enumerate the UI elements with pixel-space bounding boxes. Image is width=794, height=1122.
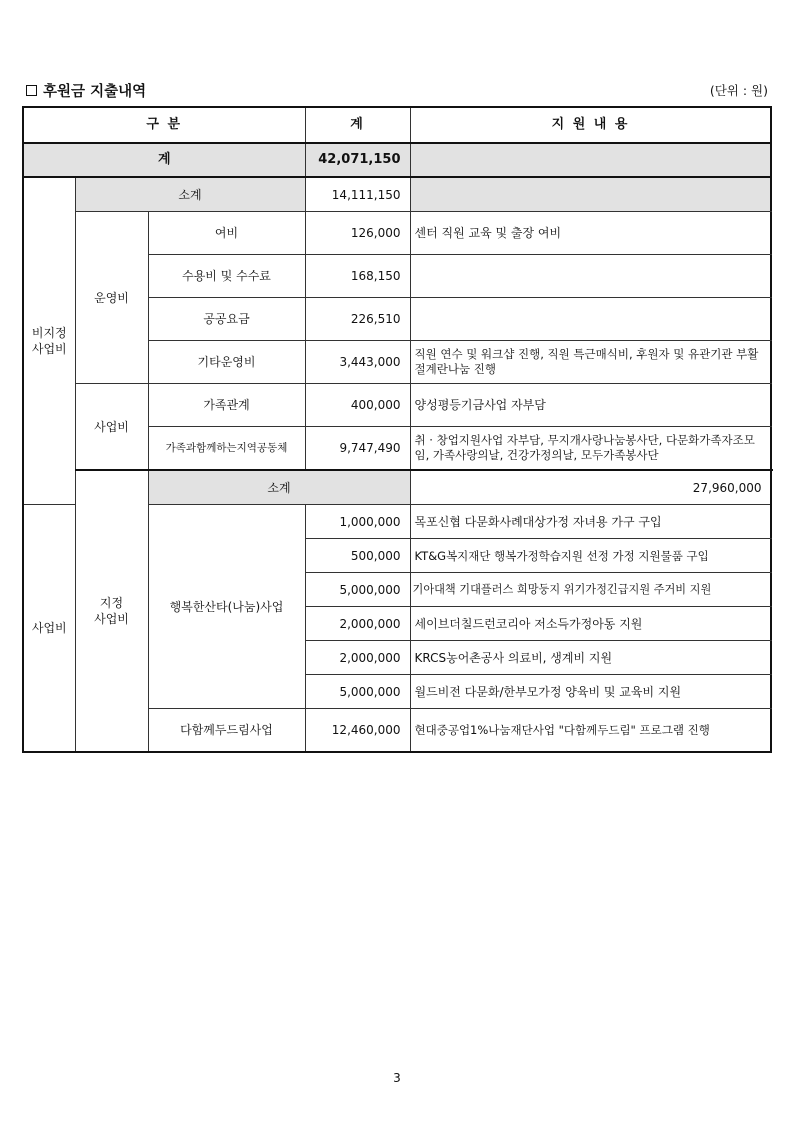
section-title-text: 후원금 지출내역	[43, 84, 147, 100]
grand-total-content	[410, 143, 771, 177]
checkbox-square-icon	[26, 85, 37, 96]
section-title	[26, 80, 146, 101]
group-label-operating: 운영비	[75, 212, 148, 384]
item-content: 기아대책 기대플러스 희망둥지 위기가정긴급지원 주거비 지원	[410, 573, 771, 607]
item-amount: 12,460,000	[305, 709, 410, 753]
item-label: 가족관계	[148, 384, 305, 427]
table-row	[23, 177, 771, 212]
item-amount: 500,000	[305, 539, 410, 573]
unit-label: (단위 : 원)	[709, 83, 768, 98]
item-amount: 226,510	[305, 298, 410, 341]
item-content	[410, 298, 771, 341]
item-label: 공공요금	[148, 298, 305, 341]
item-content: 현대중공업1%나눔재단사업 "다함께두드림" 프로그램 진행	[410, 709, 771, 753]
item-amount: 2,000,000	[305, 641, 410, 675]
subtotal-label: 소계	[148, 470, 410, 505]
item-label: 여비	[148, 212, 305, 255]
table-row	[23, 470, 771, 505]
item-amount: 3,443,000	[305, 341, 410, 384]
subtotal-amount: 14,111,150	[305, 177, 410, 212]
item-content: KRCS농어촌공사 의료비, 생계비 지원	[410, 641, 771, 675]
item-content: 세이브더칠드런코리아 저소득가정아동 지원	[410, 607, 771, 641]
item-label: 기타운영비	[148, 341, 305, 384]
column-header-amount: 계	[305, 107, 410, 143]
item-content: 양성평등기금사업 자부담	[410, 384, 771, 427]
item-content: 목포신협 다문화사례대상가정 자녀용 가구 구입	[410, 505, 771, 539]
item-content: KT&G복지재단 행복가정학습지원 선정 가정 지원물품 구입	[410, 539, 771, 573]
item-amount: 2,000,000	[305, 607, 410, 641]
column-header-content: 지 원 내 용	[410, 107, 771, 143]
column-header-category: 구 분	[23, 107, 305, 143]
subtotal-amount: 27,960,000	[410, 470, 771, 505]
section-label-undesignated: 비지정 사업비	[23, 177, 75, 505]
subtotal-content	[410, 177, 771, 212]
table-row	[23, 212, 771, 255]
section-label-designated: 지정 사업비	[75, 470, 148, 752]
item-content: 취 · 창업지원사업 자부담, 무지개사랑나눔봉사단, 다문화가족자조모임, 가족사랑의날, 건강가정의날, 모두가족봉사단	[410, 427, 771, 471]
group-label-program: 사업비	[23, 505, 75, 753]
subtotal-label: 소계	[75, 177, 305, 212]
item-amount: 5,000,000	[305, 573, 410, 607]
expenditure-table	[22, 106, 772, 753]
table-row	[23, 384, 771, 427]
item-label: 다함께두드림사업	[148, 709, 305, 753]
page-number: 3	[393, 1071, 401, 1085]
grand-total-row	[23, 143, 771, 177]
grand-total-amount: 42,071,150	[305, 143, 410, 177]
item-label: 행복한산타(나눔)사업	[148, 505, 305, 709]
item-amount: 5,000,000	[305, 675, 410, 709]
item-content: 월드비전 다문화/한부모가정 양육비 및 교육비 지원	[410, 675, 771, 709]
item-amount: 126,000	[305, 212, 410, 255]
item-amount: 400,000	[305, 384, 410, 427]
item-amount: 168,150	[305, 255, 410, 298]
item-label: 수용비 및 수수료	[148, 255, 305, 298]
item-content	[410, 255, 771, 298]
item-content: 센터 직원 교육 및 출장 여비	[410, 212, 771, 255]
item-amount: 9,747,490	[305, 427, 410, 471]
item-label: 가족과함께하는지역공동체	[148, 427, 305, 471]
grand-total-label: 계	[23, 143, 305, 177]
group-label-program: 사업비	[75, 384, 148, 471]
item-amount: 1,000,000	[305, 505, 410, 539]
item-content: 직원 연수 및 워크샵 진행, 직원 특근매식비, 후원자 및 유관기관 부활절계란나눔 진행	[410, 341, 771, 384]
section-header	[26, 80, 768, 102]
table-header-row	[23, 107, 771, 143]
